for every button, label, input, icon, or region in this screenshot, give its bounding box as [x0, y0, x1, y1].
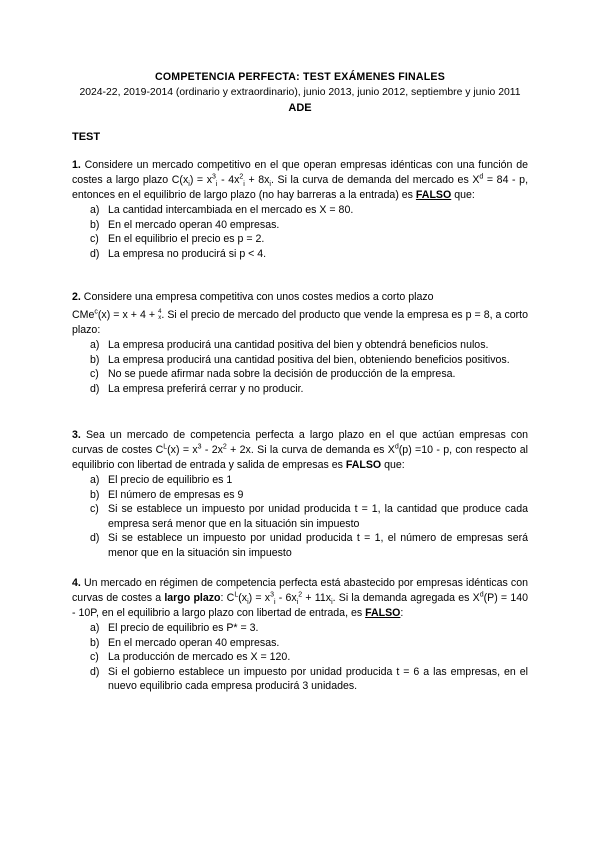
option: a) La cantidad intercambiada en el mercado es X = 80.: [90, 204, 354, 216]
document-subtitle: 2024-22, 2019-2014 (ordinario y extraordinario), junio 2013, junio 2012, septiembre y junio 2011: [79, 87, 521, 98]
question-number: 1.: [72, 159, 81, 171]
document-title: COMPETENCIA PERFECTA: TEST EXÁMENES FINALES: [155, 71, 445, 83]
question-number: 2.: [72, 291, 81, 303]
option: b) En el mercado operan 40 empresas.: [90, 636, 280, 649]
option: a) El precio de equilibrio es P* = 3.: [90, 622, 259, 634]
option: d) Si se establece un impuesto por unidad producida t = 1, el número de empresas será menor que en la situación sin impuesto: [90, 532, 528, 559]
option: b) En el mercado operan 40 empresas.: [90, 218, 280, 231]
fraction: 4 x: [158, 309, 162, 322]
question-4-stem: 4. Un mercado en régimen de competencia perfecta está abastecido por empresas idénticas con curvas de costes a largo plazo: $C^L(x_i) = x^3_i - 6x_i^2 + 11x_i$. Si la demanda agregada es $X^d(P) = 140 - 10P$, en el equilibrio a largo plazo con libertad de entrada, es FALSO:: [72, 577, 528, 619]
question-2: [72, 290, 528, 396]
question-2-stem: 2. Considere una empresa competitiva con unos costes medios a corto plazo: [72, 291, 434, 303]
question-number: 4.: [72, 577, 81, 589]
option: d) La empresa no producirá si p < 4.: [90, 247, 267, 260]
option: d) La empresa preferirá cerrar y no producir.: [90, 382, 304, 395]
question-3: [72, 428, 528, 560]
question-1-stem: 1. Considere un mercado competitivo en el que operan empresas idénticas con una función de costes a largo plazo $C(x_i) = x^3_i - 4x^2_i + 8x_i$. Si la curva de demanda del mercado es $X^d = 84 - p$, entonces en el equilibrio de largo plazo (no hay barreras a la entrada) es FALSO que:: [72, 159, 529, 201]
question-2-stem-cont: CMe$^c$(x) = x + 4 + 4 x . Si el precio de mercado del producto que vende la empresa es p = 8, a corto plazo:: [72, 308, 528, 336]
option: b) La empresa producirá una cantidad positiva del bien, obteniendo beneficios positivos.: [90, 353, 510, 366]
option: c) En el equilibrio el precio es p = 2.: [90, 233, 265, 245]
option: d) Si el gobierno establece un impuesto por unidad producida t = 6 a las empresas, en el nuevo equilibrio cada empresa producirá 3 unidades.: [90, 665, 528, 692]
question-3-stem: 3. Sea un mercado de competencia perfecta a largo plazo en el que actúan empresas con curvas de costes $C^L(x) = x^3 - 2x^2 + 2x$. Si la curva de demanda es $X^d(p) =10 - p$, con respecto al equilibrio con libertad de entrada y salida de empresas es FALSO que:: [72, 429, 528, 471]
option: a) La empresa producirá una cantidad positiva del bien y obtendrá beneficios nulos.: [90, 339, 489, 351]
option: a) El precio de equilibrio es 1: [90, 474, 233, 486]
section-heading: TEST: [72, 131, 101, 143]
question-number: 3.: [72, 429, 81, 441]
degree-label: ADE: [288, 102, 312, 114]
option: c) No se puede afirmar nada sobre la decisión de producción de la empresa.: [90, 368, 456, 380]
option: c) La producción de mercado es X = 120.: [90, 651, 291, 663]
option: c) Si se establece un impuesto por unidad producida t = 1, la cantidad que produce cada empresa será menor que en la situación sin impuesto: [90, 503, 528, 530]
question-4: [72, 576, 528, 694]
option: b) El número de empresas es 9: [90, 488, 244, 501]
question-1: [72, 158, 528, 261]
